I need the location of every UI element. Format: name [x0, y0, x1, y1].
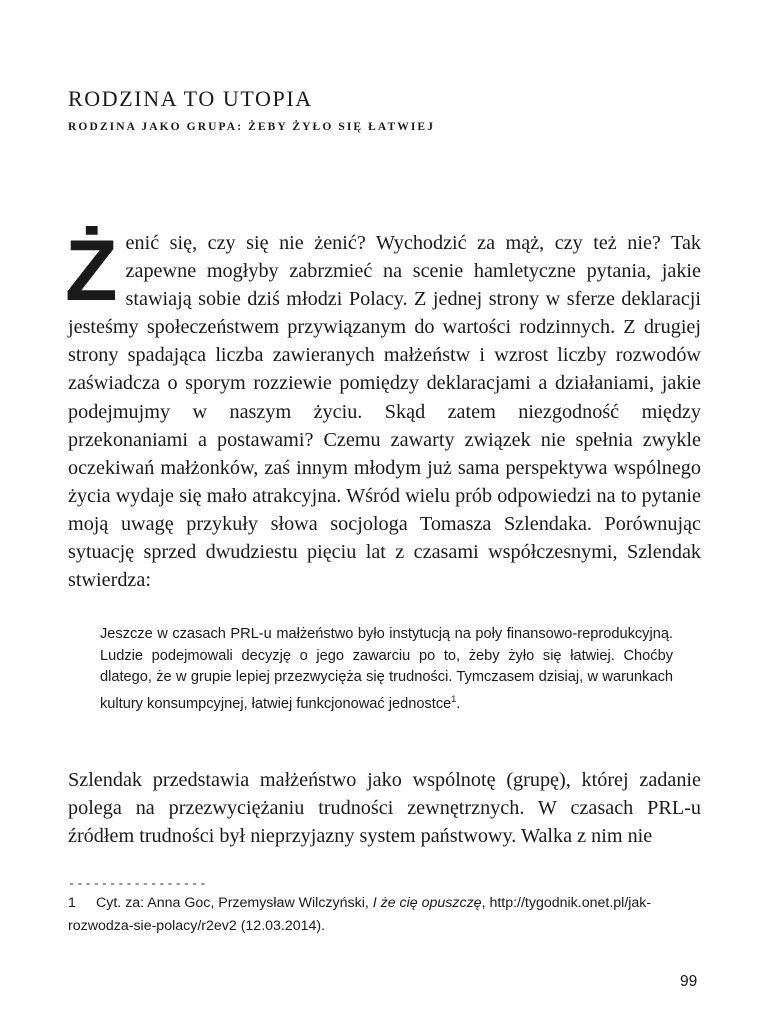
footnote-number: 1: [68, 895, 76, 911]
quote-text: Jeszcze w czasach PRL-u małżeństwo było instytucją na poły finansowo-reprodukcyjną. Ludzie podejmowali decyzję o jego zawarciu po to, żeby żyło się łatwiej. Choćby dlatego, że w grupie lepiej przezwycięża się trudności. Tymczasem dzisiaj, w warunkach kultury konsumpcyjnej, łatwiej funkcjonować jednostce: [100, 626, 673, 712]
footnote-separator: -----------------: [68, 877, 208, 891]
body-paragraph-1: [65, 223, 701, 594]
section-title: RODZINA JAKO GRUPA: ŻEBY ŻYŁO SIĘ ŁATWIEJ: [68, 121, 436, 133]
footnote-reference: 1: [451, 694, 457, 705]
body-paragraph-2: Szlendak przedstawia małżeństwo jako wspólnotę (grupę), której zadanie polega na przezwyciężaniu trudności zewnętrznych. W czasach PRL-u źródłem trudności był nieprzyjazny system państwowy. Walka z nim nie: [68, 769, 701, 848]
paragraph-1-text: enić się, czy się nie żenić? Wychodzić za mąż, czy też nie? Tak zapewne mogłyby zabrzmieć na scenie hamletyczne pytania, jakie stawiają sobie dziś młodzi Polacy. Z jednej strony w sferze deklaracji jesteśmy społeczeństwem przywiązanym do wartości rodzinnych. Z drugiej strony spadająca liczba zawieranych małżeństw i wzrost liczby rozwodów zaświadcza o sporym rozziewie pomiędzy deklaracjami a działaniami, jakie podejmujmy w naszym życiu. Skąd zatem niezgodność między przekonaniami a postawami? Czemu zawarty związek nie spełnia zwykle oczekiwań małżonków, zaś innym młodym już sama perspektywa wspólnego życia wydaje się mało atrakcyjna. Wśród wielu prób odpowiedzi na to pytanie moją uwagę przykuły słowa socjologa Tomasza Szlendaka. Porównując sytuację sprzed dwudziestu pięciu lat z czasami współczesnymi, Szlendak stwierdza:: [68, 232, 701, 592]
footnote-text-after: , http://tygodnik.onet.pl/jak-rozwodza-sie-polacy/r2ev2 (12.03.2014).: [68, 895, 652, 934]
page-number: 99: [680, 973, 698, 990]
footnote-text-before: Cyt. za: Anna Goc, Przemysław Wilczyński,: [96, 895, 373, 911]
footnote-cited-title: I że cię opuszczę: [372, 895, 482, 911]
quote-end: .: [456, 695, 461, 712]
drop-cap: Ż: [65, 223, 118, 319]
block-quote: [100, 624, 673, 716]
chapter-title: RODZINA TO UTOPIA: [68, 86, 313, 111]
footnote: [68, 892, 704, 938]
